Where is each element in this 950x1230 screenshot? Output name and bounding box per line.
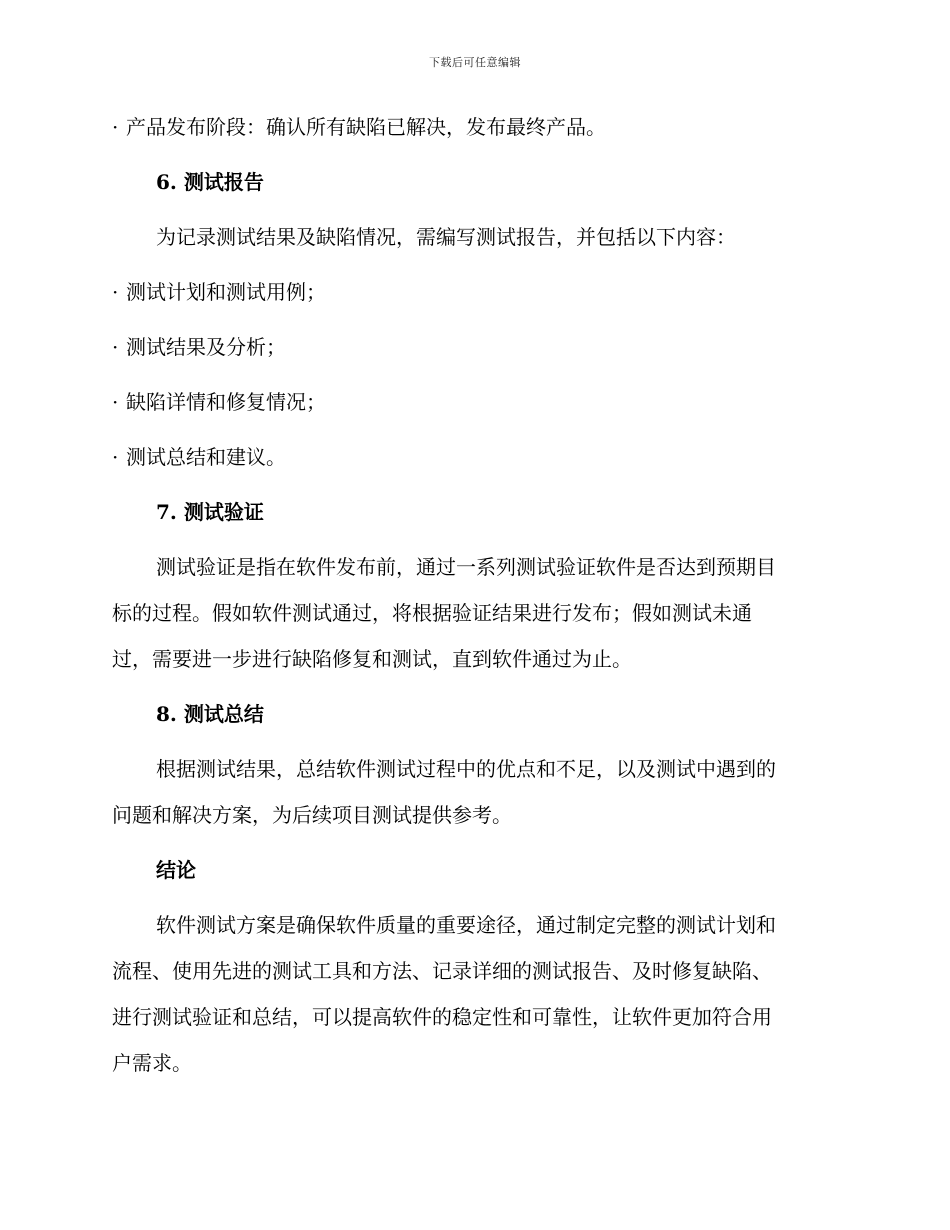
- section-7-paragraph: [112, 548, 837, 678]
- bullet-dot: ·: [112, 335, 119, 359]
- list-item: [112, 108, 837, 146]
- paragraph-line: 软件测试方案是确保软件质量的重要途径，通过制定完整的测试计划和: [156, 913, 776, 937]
- list-item: [112, 383, 837, 421]
- document-body: [112, 108, 837, 1099]
- list-item-text: 测试结果及分析；: [126, 335, 286, 359]
- conclusion-heading: 结论: [156, 858, 196, 882]
- list-item: [112, 273, 837, 311]
- paragraph-line: 根据测试结果，总结软件测试过程中的优点和不足，以及测试中遇到的: [156, 757, 776, 781]
- list-item-text: 产品发布阶段：确认所有缺陷已解决，发布最终产品。: [126, 115, 606, 139]
- conclusion-paragraph: [112, 906, 837, 1082]
- bullet-dot: ·: [112, 115, 119, 139]
- paragraph-line: 测试验证是指在软件发布前，通过一系列测试验证软件是否达到预期目: [156, 555, 776, 579]
- list-item: [112, 328, 837, 366]
- paragraph-line: 流程、使用先进的测试工具和方法、记录详细的测试报告、及时修复缺陷、: [112, 959, 772, 983]
- section-8-paragraph: [112, 750, 837, 834]
- bullet-dot: ·: [112, 445, 119, 469]
- section-heading-6: 6. 测试报告: [156, 170, 264, 194]
- paragraph-line: 标的过程。假如软件测试通过，将根据验证结果进行发布；假如测试未通: [112, 601, 752, 625]
- paragraph-line: 户需求。: [112, 1051, 192, 1075]
- paragraph-line: 问题和解决方案，为后续项目测试提供参考。: [112, 803, 512, 827]
- paragraph-line: 进行测试验证和总结，可以提高软件的稳定性和可靠性，让软件更加符合用: [112, 1005, 772, 1029]
- paragraph-line: 过，需要进一步进行缺陷修复和测试，直到软件通过为止。: [112, 647, 632, 671]
- list-item-text: 测试总结和建议。: [126, 445, 286, 469]
- header-note: 下载后可任意编辑: [429, 56, 521, 69]
- list-item: [112, 438, 837, 476]
- section-heading-8: 8. 测试总结: [156, 702, 264, 726]
- list-item-text: 测试计划和测试用例；: [126, 280, 326, 304]
- bullet-dot: ·: [112, 390, 119, 414]
- section-heading-7: 7. 测试验证: [156, 500, 264, 524]
- bullet-dot: ·: [112, 280, 119, 304]
- section-6-intro: 为记录测试结果及缺陷情况，需编写测试报告，并包括以下内容：: [156, 225, 736, 249]
- list-item-text: 缺陷详情和修复情况；: [126, 390, 326, 414]
